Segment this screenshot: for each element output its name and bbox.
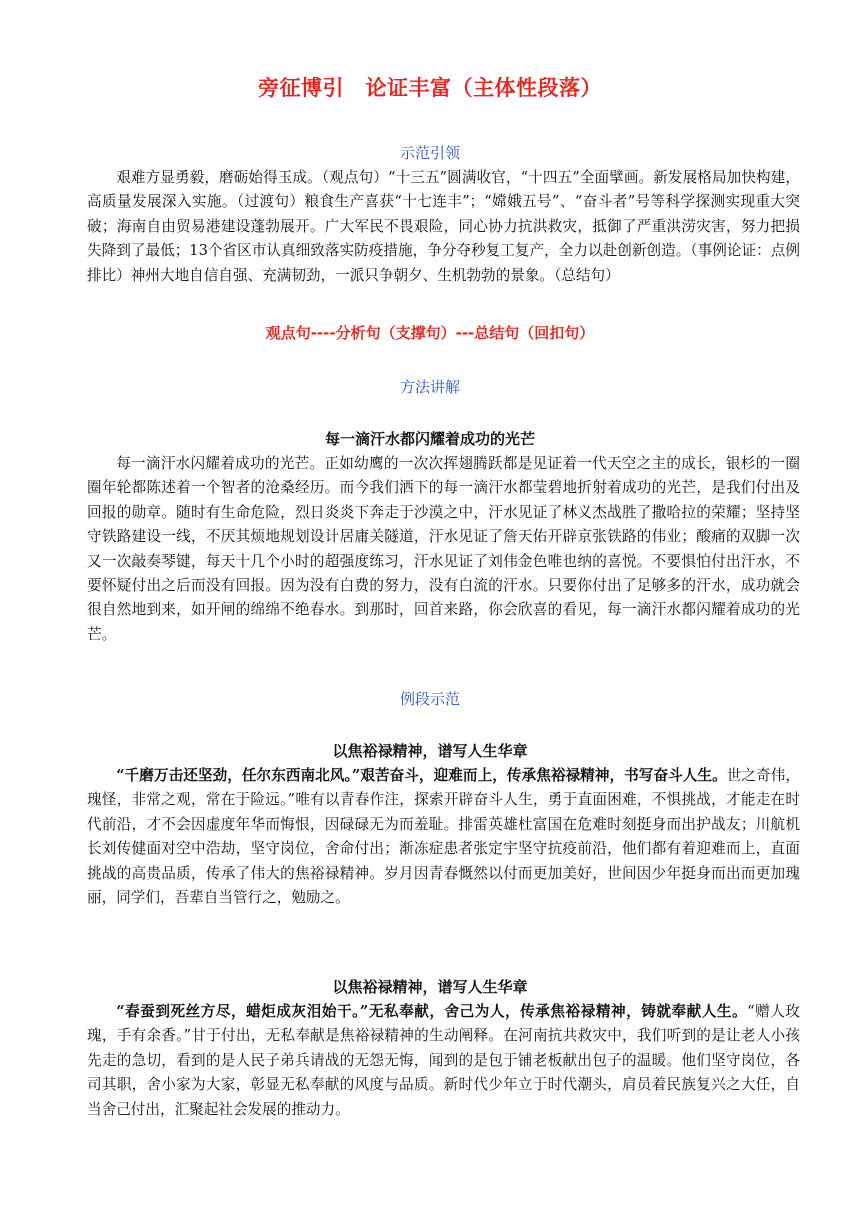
example-2-paragraph bbox=[87, 1000, 800, 1122]
example-1-body: 世之奇伟，瑰怪，非常之观，常在于险远。”唯有以青春作注，探索开辟奋斗人生，勇于直面困难，不惧挑战，才能走在时代前沿，才不会因虚度年华而悔恨，因碌碌无为而羞耻。排雷英雄杜富国在危难时刻挺身而出护战友；川航机长刘传健面对空中浩劫，坚守岗位，舍命付出；渐冻症患者张定宇坚守抗疫前沿，他们都有着迎难而上，直面挑战的高贵品质，传承了伟大的焦裕禄精神。岁月因青春慨然以付而更加美好，世间因少年挺身而出而更加瑰丽，同学们，吾辈自当管行之，勉励之。 bbox=[87, 767, 800, 907]
method-paragraph: 每一滴汗水闪耀着成功的光芒。正如幼鹰的一次次挥翅腾跃都是见证着一代天空之主的成长，银杉的一圈圈年轮都陈述着一个智者的沧桑经历。而今我们洒下的每一滴汗水都莹碧地折射着成功的光芒，是我们付出及回报的勋章。随时有生命危险，烈日炎炎下奔走于沙漠之中，汗水见证了林义杰战胜了撒哈拉的荣耀；坚持坚守铁路建设一线，不厌其烦地规划设计居庸关隧道，汗水见证了詹天佑开辟京张铁路的伟业；酸痛的双脚一次又一次敲奏琴键，每天十几个小时的超强度练习，汗水见证了刘伟金色唯也纳的喜悦。不要惧怕付出汗水，不要怀疑付出之后而没有回报。因为没有白费的努力，没有白流的汗水。只要你付出了足够多的汗水，成功就会很自然地到来，如开闸的绵绵不绝春水。到那时，回首来路，你会欣喜的看见，每一滴汗水都闪耀着成功的光芒。 bbox=[87, 455, 800, 643]
example-2-title: 以焦裕禄精神，谱写人生华章 bbox=[332, 978, 528, 996]
section-heading-method: 方法讲解 bbox=[399, 378, 460, 396]
page-title: 旁征博引 论证丰富（主体性段落） bbox=[258, 76, 602, 100]
section-heading-example: 例段示范 bbox=[399, 690, 460, 708]
example-1-paragraph bbox=[87, 764, 800, 910]
demo-paragraph: 艰难方显勇毅，磨砺始得玉成。（观点句）“十三五”圆满收官，“十四五”全面擘画。新发展格局加快构建，高质量发展深入实施。（过渡句）粮食生产喜获“十七连丰”；“嫦娥五号”、“奋斗者”号等科学探测实现重大突破；海南自由贸易港建设蓬勃展开。广大军民不畏艰险，同心协力抗洪救灾，抵御了严重洪涝灾害，努力把损失降到了最低；13个省区市认真细致落实防疫措施，争分夺秒复工复产，全力以赴创新创造。（事例论证：点例排比）神州大地自信自强、充满韧劲，一派只争朝夕、生机勃勃的景象。（总结句） bbox=[87, 169, 800, 284]
section-heading-demo: 示范引领 bbox=[399, 144, 460, 162]
example-2-body: “赠人玫瑰，手有余香。”甘于付出，无私奉献是焦裕禄精神的生动阐释。在河南抗共救灾中，我们听到的是让老人小孩先走的急切，看到的是人民子弟兵请战的无怨无悔，闻到的是包于铺老板献出包子的温暖。他们坚守岗位，各司其职，舍小家为大家，彰显无私奉献的风度与品质。新时代少年立于时代潮头，肩员着民族复兴之大任，自当舍己付出，汇聚起社会发展的推动力。 bbox=[87, 1003, 800, 1118]
structure-formula: 观点句----分析句（支撑句）---总结句（回扣句） bbox=[265, 324, 595, 342]
example-1-title: 以焦裕禄精神，谱写人生华章 bbox=[332, 742, 528, 760]
example-1-lead: “千磨万击还坚劲，任尔东西南北风。”艰苦奋斗，迎难而上，传承焦裕禄精神，书写奋斗人生。 bbox=[116, 767, 727, 784]
method-paragraph-title: 每一滴汗水都闪耀着成功的光芒 bbox=[324, 430, 535, 448]
example-2-lead: “春蚕到死丝方尽，蜡炬成灰泪始干。”无私奉献，舍己为人，传承焦裕禄精神，铸就奉献人生。 bbox=[116, 1003, 748, 1020]
